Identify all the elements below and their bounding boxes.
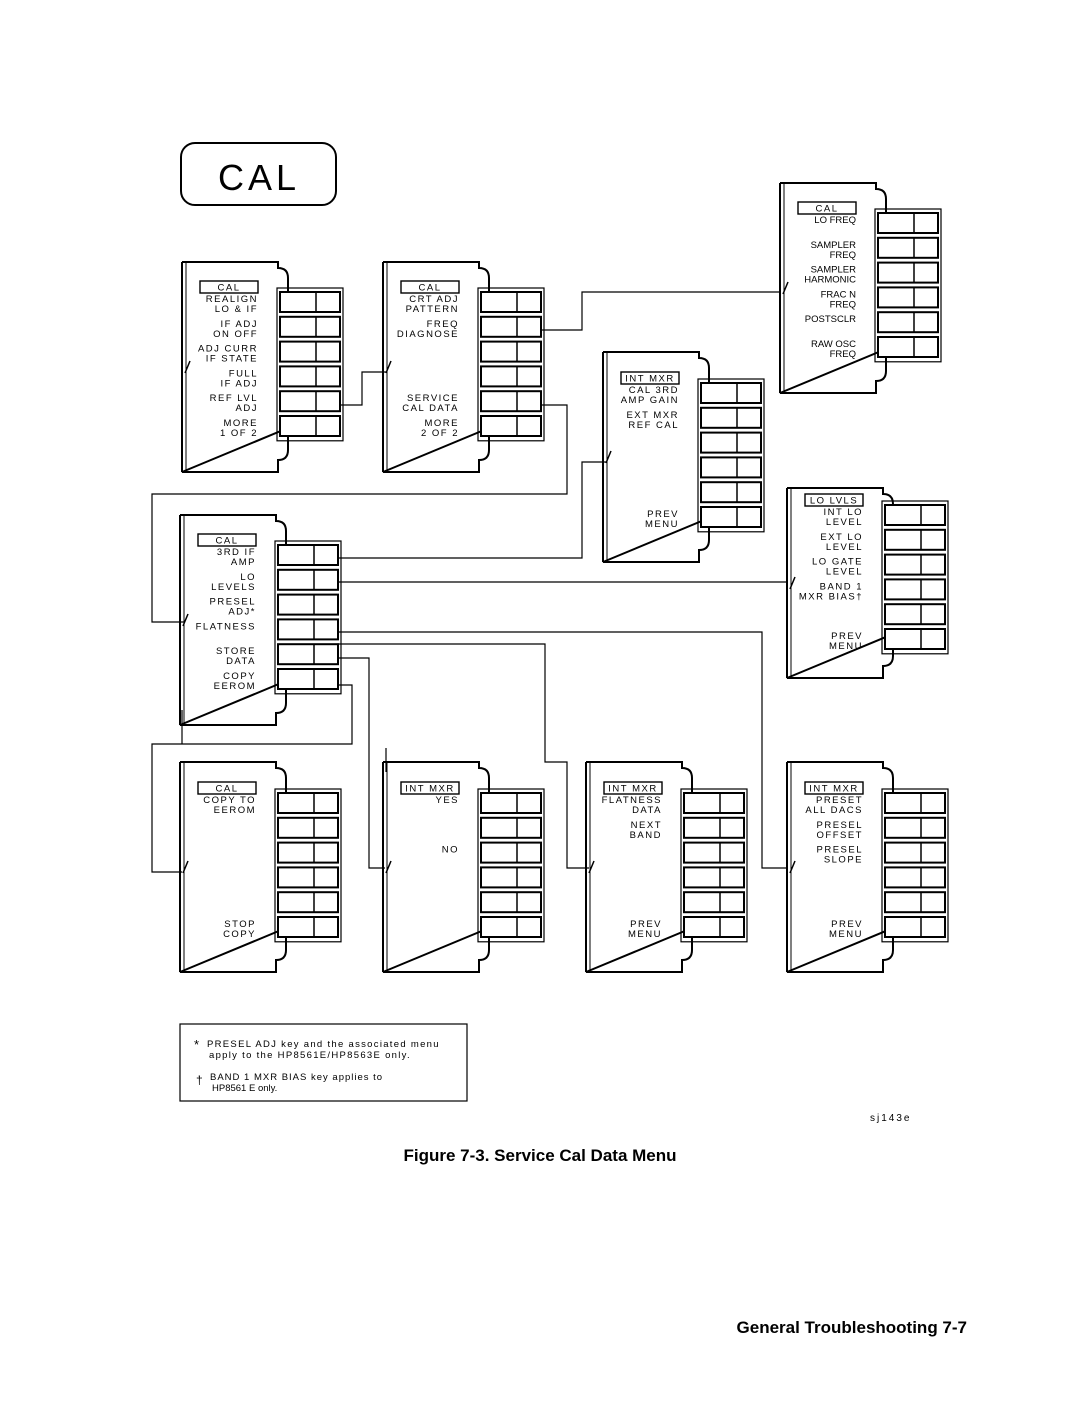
menu-title-text: INT MXR [608,783,658,795]
softkey-label: BAND 1 [819,581,863,593]
softkey-label: NO [441,844,459,856]
softkey-button[interactable] [885,867,945,887]
softkey-button[interactable] [280,342,340,362]
softkey-label: FREQ [829,299,856,311]
softkey-label: MENU [829,641,863,652]
figure-caption: Figure 7-3. Service Cal Data Menu [403,1146,677,1165]
softkey-label: ADJ* [228,606,256,618]
menu-title-m1 [200,281,258,294]
softkey-label: LEVEL [825,541,863,553]
softkey-button[interactable] [701,383,761,403]
softkey-button[interactable] [481,892,541,912]
softkey-button[interactable] [280,416,340,436]
softkey-menu-m9 [586,762,747,972]
softkey-label: REF LVL [209,393,258,405]
softkey-label: LO & IF [214,304,258,315]
softkey-label: NEXT [630,819,662,831]
softkey-label: YES [435,795,459,806]
softkey-button[interactable] [278,917,338,937]
softkey-label: PREV [630,919,662,930]
note1-symbol: * [194,1037,200,1052]
softkey-button[interactable] [278,644,338,664]
menu-title-text: INT MXR [625,373,675,385]
softkey-button[interactable] [481,366,541,386]
softkey-button[interactable] [684,892,744,912]
softkey-button[interactable] [278,818,338,838]
softkey-label: 3RD IF [216,547,256,558]
softkey-button[interactable] [278,595,338,615]
softkey-label: SAMPLER [810,239,856,251]
softkey-label: INT LO [823,507,863,518]
menu-title-text: CAL [215,783,239,795]
softkey-label: ADJ [235,403,258,415]
menu-title-m9 [604,782,662,795]
softkey-label: FLATNESS [195,621,256,633]
menu-title-m2 [401,281,459,294]
softkey-label: PREV [647,509,679,520]
softkey-button[interactable] [481,818,541,838]
softkey-label: IF STATE [205,353,258,365]
softkey-label: COPY [223,929,256,940]
softkey-button[interactable] [278,570,338,590]
softkey-button[interactable] [278,669,338,689]
softkey-button[interactable] [885,793,945,813]
note1-line1: PRESEL ADJ key and the associated menu [207,1039,440,1050]
softkey-button[interactable] [885,917,945,937]
menu-title-m3 [798,202,856,215]
softkey-label: HARMONIC [804,274,856,286]
softkey-menu-m5 [180,515,341,725]
softkey-button[interactable] [481,843,541,863]
softkey-label: PRESET [815,795,863,806]
softkey-label: MORE [223,418,258,429]
softkey-label: ADJ CURR [197,343,258,355]
softkey-button[interactable] [481,317,541,337]
connector-m2-m3 [513,292,780,330]
softkey-menu-m2 [383,262,544,472]
softkey-label: DATA [226,656,256,668]
softkey-button[interactable] [278,867,338,887]
softkey-button[interactable] [481,793,541,813]
softkey-button[interactable] [481,917,541,937]
note2-line2: HP8561 E only. [212,1083,278,1094]
softkey-button[interactable] [684,818,744,838]
softkey-button[interactable] [878,238,938,258]
cal-hardkey-label: CAL [217,157,301,198]
softkey-label: IF ADJ [220,378,258,390]
softkey-button[interactable] [481,416,541,436]
softkey-button[interactable] [278,843,338,863]
menu-title-text: LO LVLS [809,495,859,507]
softkey-label: 1 OF 2 [219,428,258,439]
softkey-label: EXT LO [820,531,863,543]
softkey-button[interactable] [885,818,945,838]
softkey-label: PREV [831,631,863,642]
softkey-label: FREQ [426,318,459,330]
menu-title-text: INT MXR [405,783,455,795]
softkey-label: PATTERN [405,304,459,315]
softkey-label: CRT ADJ [409,294,459,305]
softkey-label: MENU [829,929,863,940]
softkey-button[interactable] [280,391,340,411]
softkey-menu-m3 [780,183,941,393]
softkey-label: CAL DATA [402,403,459,415]
softkey-label: 2 OF 2 [420,428,459,439]
softkey-label: FREQ [829,349,856,360]
connector-m5-m4 [337,462,606,558]
softkey-button[interactable] [878,263,938,283]
softkey-button[interactable] [684,917,744,937]
softkey-label: STORE [215,646,256,658]
softkey-button[interactable] [878,337,938,357]
softkey-label: ON OFF [213,328,258,340]
softkey-button[interactable] [280,366,340,386]
softkey-label: PREV [831,919,863,930]
softkey-button[interactable] [481,867,541,887]
softkey-button[interactable] [878,287,938,307]
softkey-label: CAL 3RD [628,385,679,396]
softkey-button[interactable] [878,312,938,332]
softkey-menu-m6 [787,488,948,678]
menu-title-m10 [805,782,863,795]
softkey-menu-m1 [182,262,343,472]
note2-symbol: † [196,1073,203,1087]
softkey-menu-m8 [383,762,544,972]
softkey-label: PRESEL [816,819,863,831]
softkey-label: FRAC N [820,289,856,301]
softkey-label: REALIGN [205,294,258,305]
softkey-label: ALL DACS [805,805,863,816]
softkey-label: LEVELS [211,581,256,593]
connector-m5-m9 [337,644,589,868]
softkey-label: LO GATE [812,556,863,568]
softkey-button[interactable] [885,505,945,525]
softkey-button[interactable] [278,545,338,565]
cal-hardkey[interactable] [181,143,336,205]
page-footer: General Troubleshooting 7-7 [736,1318,967,1337]
note1-line2: apply to the HP8561E/HP8563E only. [209,1050,411,1061]
softkey-button[interactable] [701,433,761,453]
softkey-label: AMP GAIN [620,395,679,406]
menu-title-m5 [198,534,256,547]
softkey-label: FLATNESS [601,795,662,806]
softkey-button[interactable] [878,213,938,233]
softkey-button[interactable] [885,843,945,863]
softkey-menu-m10 [787,762,948,972]
softkey-label: POSTSCLR [804,314,856,326]
softkey-label: DIAGNOSE [396,328,459,340]
figure-reference-code: sj143e [870,1113,912,1124]
softkey-label: EEROM [213,681,256,692]
softkey-label: SLOPE [823,854,863,866]
softkey-label: RAW OSC [810,339,856,350]
softkey-label: SAMPLER [810,264,856,276]
softkey-label: OFFSET [816,829,863,841]
menu-title-m6 [805,494,863,507]
menu-title-m8 [401,782,459,795]
softkey-button[interactable] [481,292,541,312]
softkey-label: DATA [632,805,662,816]
softkey-menu-m4 [603,352,764,562]
softkey-button[interactable] [885,604,945,624]
softkey-button[interactable] [684,793,744,813]
menu-title-text: CAL [815,203,839,215]
softkey-label: LO [240,571,256,583]
menu-title-text: CAL [418,282,442,294]
softkey-label: REF CAL [628,419,679,431]
softkey-label: MENU [645,519,679,530]
softkey-button[interactable] [701,408,761,428]
softkey-label: STOP [224,919,256,930]
menu-title-m4 [621,372,679,385]
softkey-button[interactable] [278,892,338,912]
menu-title-m7 [198,782,256,795]
softkey-button[interactable] [885,555,945,575]
softkey-button[interactable] [278,793,338,813]
softkey-label: FULL [228,368,258,380]
softkey-label: PRESEL [816,844,863,856]
softkey-button[interactable] [885,530,945,550]
softkey-label: BAND [629,829,662,841]
softkey-label: MENU [628,929,662,940]
connector-m5-m8 [337,658,385,868]
softkey-label: FREQ [829,249,856,261]
softkey-label: LO FREQ [814,215,856,226]
softkey-button[interactable] [701,457,761,477]
softkey-button[interactable] [684,867,744,887]
note2-line1: BAND 1 MXR BIAS key applies to [210,1072,384,1083]
softkey-label: MORE [424,418,459,429]
softkey-menu-m7 [180,762,341,972]
softkey-label: MXR BIAS† [798,591,863,603]
softkey-button[interactable] [885,892,945,912]
softkey-label: SERVICE [406,393,459,405]
softkey-button[interactable] [684,843,744,863]
softkey-button[interactable] [701,507,761,527]
menu-title-text: CAL [215,535,239,547]
softkey-button[interactable] [701,482,761,502]
softkey-button[interactable] [885,629,945,649]
softkey-label: EXT MXR [626,409,679,421]
softkey-label: IF ADJ [220,318,258,330]
softkey-button[interactable] [481,391,541,411]
softkey-button[interactable] [280,292,340,312]
softkey-label: PRESEL [209,596,256,608]
softkey-button[interactable] [280,317,340,337]
footnote-box [180,1024,467,1101]
softkey-button[interactable] [278,619,338,639]
softkey-label: COPY TO [203,795,256,806]
softkey-button[interactable] [481,342,541,362]
softkey-label: LEVEL [825,566,863,578]
menu-title-text: CAL [217,282,241,294]
softkey-label: COPY [223,671,256,682]
softkey-button[interactable] [885,579,945,599]
menu-title-text: INT MXR [809,783,859,795]
softkey-label: AMP [230,557,256,568]
softkey-label: EEROM [213,805,256,816]
softkey-label: LEVEL [825,517,863,528]
